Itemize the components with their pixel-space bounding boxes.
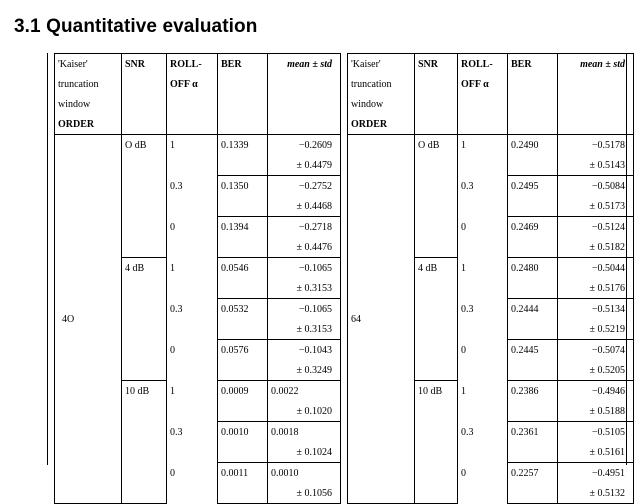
mean-std-cell: −0.4946 ± 0.5188 [558, 381, 634, 422]
ber-cell: 0.2495 [508, 176, 558, 217]
header-mean-std: mean ± std [558, 54, 634, 135]
header-line: ORDER [351, 119, 388, 130]
mean-std-cell: −0.1065 ± 0.3153 [268, 299, 341, 340]
ber-cell: 0.2469 [508, 217, 558, 258]
snr-cell: O dB [122, 135, 167, 258]
header-window-order [348, 54, 415, 135]
mean-std-cell: −0.2609 ± 0.4479 [268, 135, 341, 176]
mean-std-cell: −0.5044 ± 0.5176 [558, 258, 634, 299]
order-cell: 64 [348, 135, 415, 504]
ber-cell: 0.1394 [218, 217, 268, 258]
header-line: 'Kaiser' [58, 59, 88, 70]
rolloff-cell: 0 [167, 463, 218, 504]
ber-cell: 0.0576 [218, 340, 268, 381]
mean-std-cell: −0.2718 ± 0.4476 [268, 217, 341, 258]
rolloff-cell: 0.3 [458, 299, 508, 340]
ber-cell: 0.0546 [218, 258, 268, 299]
snr-cell: 10 dB [415, 381, 458, 504]
order-cell: 4O [55, 135, 122, 504]
ber-cell: 0.1350 [218, 176, 268, 217]
snr-cell: 10 dB [122, 381, 167, 504]
rolloff-cell: 0 [167, 340, 218, 381]
mean-std-cell: −0.5074 ± 0.5205 [558, 340, 634, 381]
ber-cell: 0.2361 [508, 422, 558, 463]
mean-std-cell: −0.5134 ± 0.5219 [558, 299, 634, 340]
ber-cell: 0.0011 [218, 463, 268, 504]
mean-std-cell: −0.2752 ± 0.4468 [268, 176, 341, 217]
header-row [348, 54, 634, 135]
mean-std-cell: 0.0018 ± 0.1024 [268, 422, 341, 463]
rolloff-cell: 0.3 [458, 422, 508, 463]
header-ber: BER [218, 54, 268, 135]
ber-cell: 0.2480 [508, 258, 558, 299]
ber-cell: 0.2445 [508, 340, 558, 381]
results-table-left [54, 53, 341, 504]
header-line: ORDER [58, 119, 95, 130]
rolloff-cell: 0 [458, 340, 508, 381]
header-snr: SNR [122, 54, 167, 135]
ber-cell: 0.2257 [508, 463, 558, 504]
mean-std-cell: −0.5105 ± 0.5161 [558, 422, 634, 463]
ber-cell: 0.2490 [508, 135, 558, 176]
header-rolloff: ROLL- OFF α [167, 54, 218, 135]
mean-std-cell: 0.0010 ± 0.1056 [268, 463, 341, 504]
header-row [55, 54, 341, 135]
header-line: window [58, 99, 91, 110]
header-snr: SNR [415, 54, 458, 135]
header-line: truncation [58, 79, 99, 90]
results-table-right [347, 53, 634, 504]
table-left-border [47, 53, 48, 465]
ber-cell: 0.0009 [218, 381, 268, 422]
rolloff-cell: 1 [167, 258, 218, 299]
rolloff-cell: 1 [458, 135, 508, 176]
section-title: 3.1 Quantitative evaluation [14, 16, 258, 37]
rolloff-cell: 0 [458, 217, 508, 258]
header-window-order [55, 54, 122, 135]
ber-cell: 0.0010 [218, 422, 268, 463]
table-row [348, 135, 634, 176]
ber-cell: 0.2386 [508, 381, 558, 422]
header-line: truncation [351, 79, 392, 90]
rolloff-cell: 0.3 [167, 299, 218, 340]
rolloff-cell: 0.3 [167, 422, 218, 463]
ber-cell: 0.2444 [508, 299, 558, 340]
mean-std-cell: −0.5084 ± 0.5173 [558, 176, 634, 217]
rolloff-cell: 0.3 [167, 176, 218, 217]
rolloff-cell: 1 [167, 381, 218, 422]
header-line: window [351, 99, 384, 110]
rolloff-cell: 0 [167, 217, 218, 258]
ber-cell: 0.0532 [218, 299, 268, 340]
rolloff-cell: 1 [458, 381, 508, 422]
rolloff-cell: 1 [458, 258, 508, 299]
mean-std-cell: −0.5178 ± 0.5143 [558, 135, 634, 176]
header-rolloff: ROLL- OFF α [458, 54, 508, 135]
mean-std-cell: −0.4951 ± 0.5132 [558, 463, 634, 504]
snr-cell: 4 dB [415, 258, 458, 381]
snr-cell: 4 dB [122, 258, 167, 381]
mean-std-cell: 0.0022 ± 0.1020 [268, 381, 341, 422]
rolloff-cell: 0 [458, 463, 508, 504]
header-line: 'Kaiser' [351, 59, 381, 70]
header-mean-std: mean ± std [268, 54, 341, 135]
header-ber: BER [508, 54, 558, 135]
rolloff-cell: 1 [167, 135, 218, 176]
mean-std-cell: −0.5124 ± 0.5182 [558, 217, 634, 258]
ber-cell: 0.1339 [218, 135, 268, 176]
mean-std-cell: −0.1043 ± 0.3249 [268, 340, 341, 381]
mean-std-cell: −0.1065 ± 0.3153 [268, 258, 341, 299]
rolloff-cell: 0.3 [458, 176, 508, 217]
snr-cell: O dB [415, 135, 458, 258]
table-row [55, 135, 341, 176]
